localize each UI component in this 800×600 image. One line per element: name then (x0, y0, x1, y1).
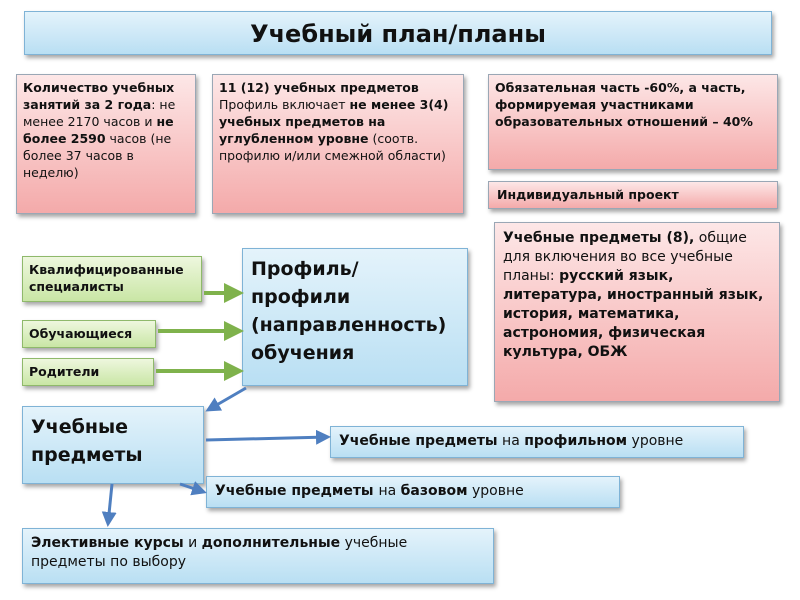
subjects-count-text-2: Профиль включает (219, 97, 350, 112)
arrow-to-electives (108, 484, 112, 524)
arrow-to-profile-level (206, 437, 328, 440)
arrow-to-base-level (180, 484, 204, 492)
hours-text-2: : не менее 2170 часов и (23, 97, 176, 129)
subjects-count-text-1: 11 (12) учебных предметов (219, 80, 419, 95)
profile-level-text-1: Учебные предметы (339, 433, 498, 449)
hours-text-3: не более 2590 (23, 114, 174, 146)
hours-text-4: часов (не более 37 часов в неделю) (23, 131, 172, 180)
base-level-text-2: на (378, 483, 401, 499)
base-level-text-4: уровне (467, 483, 524, 499)
common-subjects-text-1: Учебные предметы (8), (503, 230, 695, 246)
profile-level-text-4: уровне (627, 433, 684, 449)
specialists-text: Квалифицированные специалисты (29, 262, 184, 294)
mandatory-part-text: Обязательная часть -60%, а часть, формируемая участниками образовательных отношений – 40% (495, 80, 753, 129)
subjects-text: Учебные предметы (31, 416, 143, 466)
page-title: Учебный план/планы (250, 20, 546, 48)
common-subjects-text-3: русский язык, литература, иностранный язык, история, математика, астрономия, физическая культура, ОБЖ (503, 268, 764, 360)
profile-level-text-2: на (497, 433, 525, 449)
individual-project-text: Индивидуальный проект (497, 187, 679, 202)
subjects-count-text-4: (соотв. профилю и/или смежной области) (219, 131, 446, 163)
profile-text: Профиль/ профили (направленность) обучения (251, 258, 447, 364)
common-subjects-text-2: общие для включения во все учебные планы: (503, 230, 747, 284)
arrow-profile-to-subjects (208, 388, 246, 410)
electives-text-1: Элективные курсы (31, 535, 184, 551)
students-text: Обучающиеся (29, 326, 133, 341)
electives-text-3: дополнительные (201, 535, 341, 551)
electives-text-4: учебные предметы по выбору (31, 535, 408, 570)
base-level-text-1: Учебные предметы (215, 483, 379, 499)
electives-text-2: и (183, 535, 202, 551)
base-level-text-3: базовом (400, 483, 468, 499)
subjects-count-text-3: не менее 3(4) учебных предметов на углубленном уровне (219, 97, 449, 146)
profile-level-text-3: профильном (524, 433, 628, 449)
parents-text: Родители (29, 364, 100, 379)
hours-text-1: Количество учебных занятий за 2 года (23, 80, 175, 112)
